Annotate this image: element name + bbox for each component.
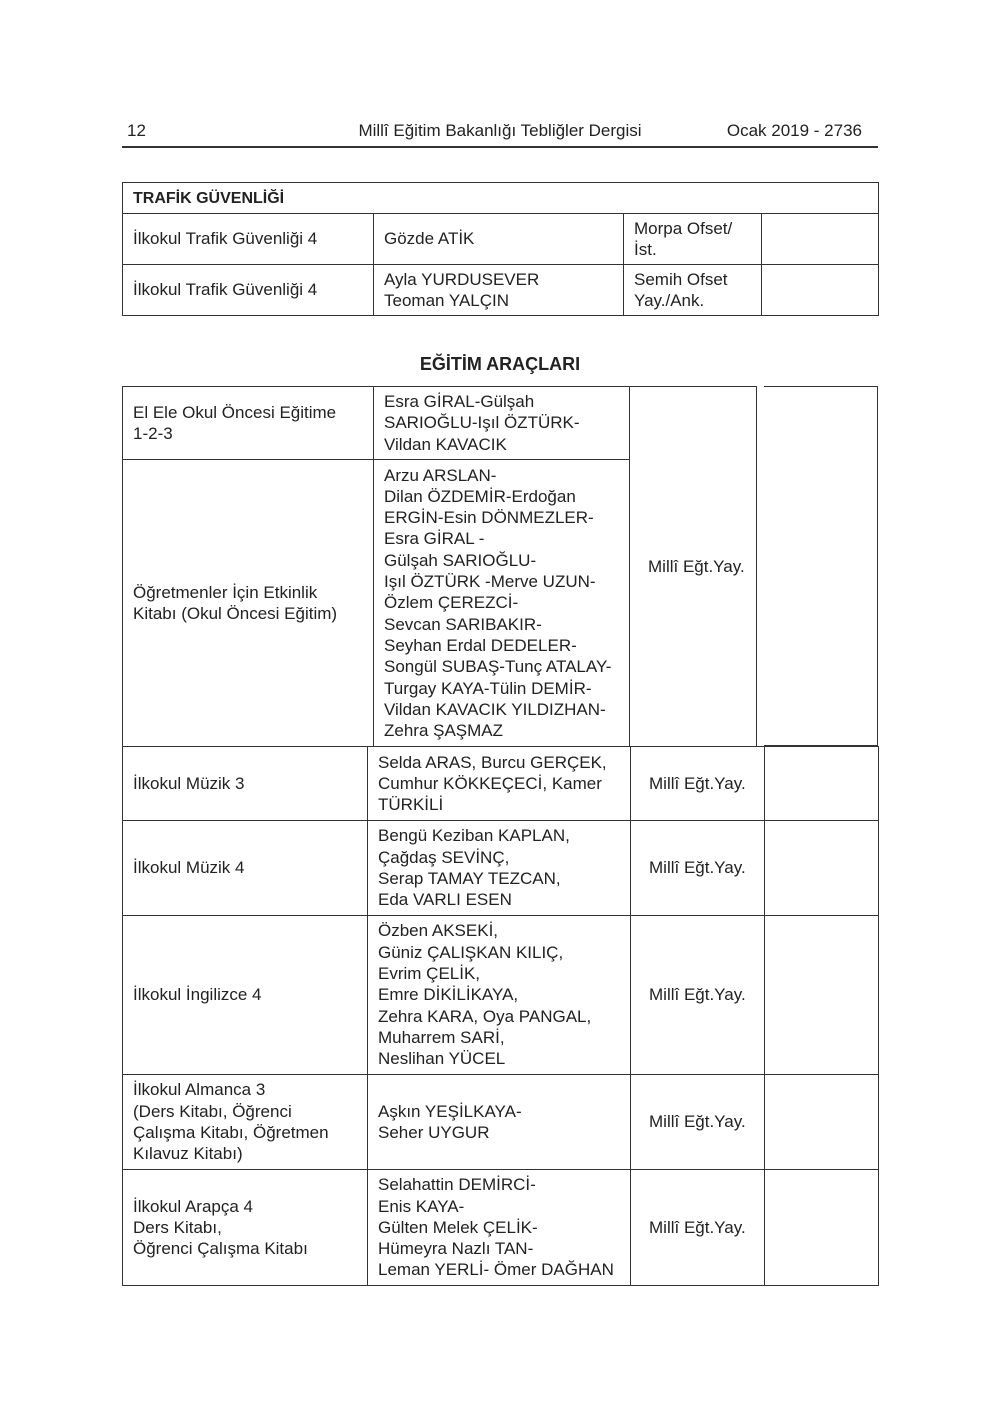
- publisher: Millî Eğt.Yay.: [631, 747, 765, 821]
- empty-cell: [765, 821, 879, 916]
- publisher: Millî Eğt.Yay.: [631, 1075, 765, 1170]
- publisher: Millî Eğt.Yay.: [631, 1170, 765, 1286]
- book-title: İlkokul Müzik 3: [123, 747, 368, 821]
- section-title-education-tools: EĞİTİM ARAÇLARI: [419, 354, 581, 374]
- authors: Selahattin DEMİRCİ- Enis KAYA- Gülten Melek ÇELİK- Hümeyra Nazlı TAN- Leman YERLİ- Ömer DAĞHAN: [368, 1170, 631, 1286]
- table-row: [123, 387, 757, 460]
- authors: Ayla YURDUSEVER Teoman YALÇIN: [374, 265, 624, 316]
- authors: Bengü Keziban KAPLAN, Çağdaş SEVİNÇ, Serap TAMAY TEZCAN, Eda VARLI ESEN: [368, 821, 631, 916]
- empty-cell: [762, 214, 879, 265]
- table-row: [123, 1170, 879, 1286]
- book-title: İlkokul Trafik Güvenliği 4: [123, 214, 374, 265]
- table-row: [123, 265, 879, 316]
- book-title: İlkokul Almanca 3 (Ders Kitabı, Öğrenci Çalışma Kitabı, Öğretmen Kılavuz Kitabı): [123, 1075, 368, 1170]
- book-title: Öğretmenler İçin Etkinlik Kitabı (Okul Öncesi Eğitim): [123, 460, 374, 747]
- publisher: Semih Ofset Yay./Ank.: [624, 265, 762, 316]
- empty-cell: [765, 1170, 879, 1286]
- table-row: [123, 214, 879, 265]
- authors: Esra GİRAL-Gülşah SARIOĞLU-Işıl ÖZTÜRK- Vildan KAVACIK: [374, 387, 630, 460]
- journal-title: Millî Eğitim Bakanlığı Tebliğler Dergisi: [358, 121, 642, 140]
- authors: Arzu ARSLAN- Dilan ÖZDEMİR-Erdoğan ERGİN-Esin DÖNMEZLER- Esra GİRAL - Gülşah SARIOĞLU- Işıl ÖZTÜRK -Merve UZUN- Özlem ÇEREZCİ- Sevcan SARIBAKIR- Seyhan Erdal DEDELER- Songül SUBAŞ-Tunç ATALAY- Turgay KAYA-Tülin DEMİR- Vildan KAVACIK YILDIZHAN- Zehra ŞAŞMAZ: [374, 460, 630, 747]
- table-row: [123, 747, 879, 821]
- publisher: Millî Eğt.Yay.: [630, 387, 757, 747]
- section-title-traffic: TRAFİK GÜVENLİĞİ: [123, 183, 879, 214]
- authors: Selda ARAS, Burcu GERÇEK, Cumhur KÖKKEÇECİ, Kamer TÜRKİLİ: [368, 747, 631, 821]
- empty-cell: [765, 916, 879, 1075]
- page-number: 12: [127, 121, 146, 140]
- empty-cell: [765, 747, 879, 821]
- book-title: İlkokul İngilizce 4: [123, 916, 368, 1075]
- authors: Özben AKSEKİ, Güniz ÇALIŞKAN KILIÇ, Evrim ÇELİK, Emre DİKİLİKAYA, Zehra KARA, Oya PANGAL, Muharrem SARİ, Neslihan YÜCEL: [368, 916, 631, 1075]
- publisher: Millî Eğt.Yay.: [631, 916, 765, 1075]
- empty-cell: [765, 1075, 879, 1170]
- page-header: [122, 118, 878, 148]
- empty-column: [764, 386, 878, 746]
- authors: Aşkın YEŞİLKAYA- Seher UYGUR: [368, 1075, 631, 1170]
- empty-cell: [762, 265, 879, 316]
- education-tools-table: [122, 746, 879, 1286]
- publisher: Morpa Ofset/ İst.: [624, 214, 762, 265]
- authors: Gözde ATİK: [374, 214, 624, 265]
- book-title: İlkokul Müzik 4: [123, 821, 368, 916]
- table-row: [123, 1075, 879, 1170]
- table-row: [123, 821, 879, 916]
- traffic-safety-table: [122, 182, 879, 316]
- issue-info: Ocak 2019 - 2736: [726, 121, 862, 140]
- book-title: İlkokul Trafik Güvenliği 4: [123, 265, 374, 316]
- publisher: Millî Eğt.Yay.: [631, 821, 765, 916]
- book-title: El Ele Okul Öncesi Eğitime 1-2-3: [123, 387, 374, 460]
- education-tools-table-top: [122, 386, 757, 747]
- table-row: [123, 916, 879, 1075]
- book-title: İlkokul Arapça 4 Ders Kitabı, Öğrenci Çalışma Kitabı: [123, 1170, 368, 1286]
